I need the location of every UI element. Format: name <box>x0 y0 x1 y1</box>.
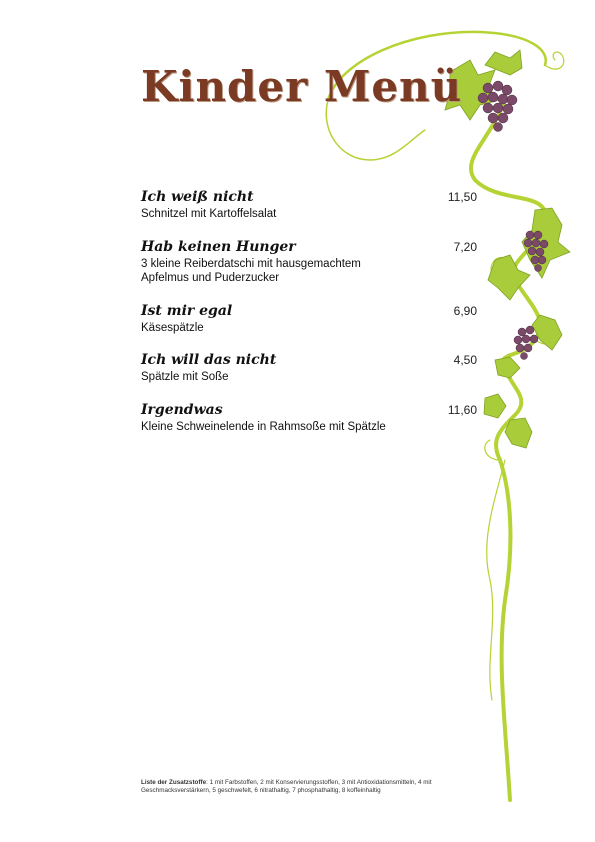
menu-item <box>141 188 481 222</box>
additives-label: Liste der Zusatzstoffe <box>141 779 207 786</box>
menu-item-description: 3 kleine Reiberdatschi mit hausgemachtem Apfelmus und Puderzucker <box>141 257 361 284</box>
menu-item-name: Ist mir egal <box>141 302 233 319</box>
menu-item-price: 11,50 <box>447 190 477 204</box>
menu-item <box>141 401 481 435</box>
menu-item-description: Kleine Schweinelende in Rahmsoße mit Spätzle <box>141 420 386 433</box>
menu-item-description: Spätzle mit Soße <box>141 371 229 383</box>
menu-item-price: 4,50 <box>453 353 477 367</box>
additives-footnote <box>141 779 471 796</box>
menu-item-description: Käsespätzle <box>141 321 204 334</box>
menu-list <box>141 188 481 450</box>
menu-item-price: 7,20 <box>453 239 477 254</box>
menu-item <box>141 238 481 286</box>
menu-item-name: Ich weiß nicht <box>141 189 254 205</box>
menu-title: Kinder Menü <box>141 62 463 111</box>
menu-item-name: Irgendwas <box>141 401 223 418</box>
menu-item-name: Ich will das nicht <box>141 352 277 368</box>
menu-item <box>141 302 481 336</box>
additives-text: : 1 mit Farbstoffen, 2 mit Konservierungsstoffen, 3 mit Antioxidationsmitteln, 4 mit Geschmacksverstärkern, 5 geschwefelt, 6 nitrathaltig, 7 phosphathaltig, 8 koffeinhaltig <box>141 779 432 795</box>
menu-item <box>141 351 481 385</box>
menu-item-price: 6,90 <box>453 303 477 318</box>
menu-item-price: 11,60 <box>447 402 477 417</box>
menu-item-name: Hab keinen Hunger <box>141 238 296 255</box>
menu-item-description: Schnitzel mit Kartoffelsalat <box>141 208 277 220</box>
